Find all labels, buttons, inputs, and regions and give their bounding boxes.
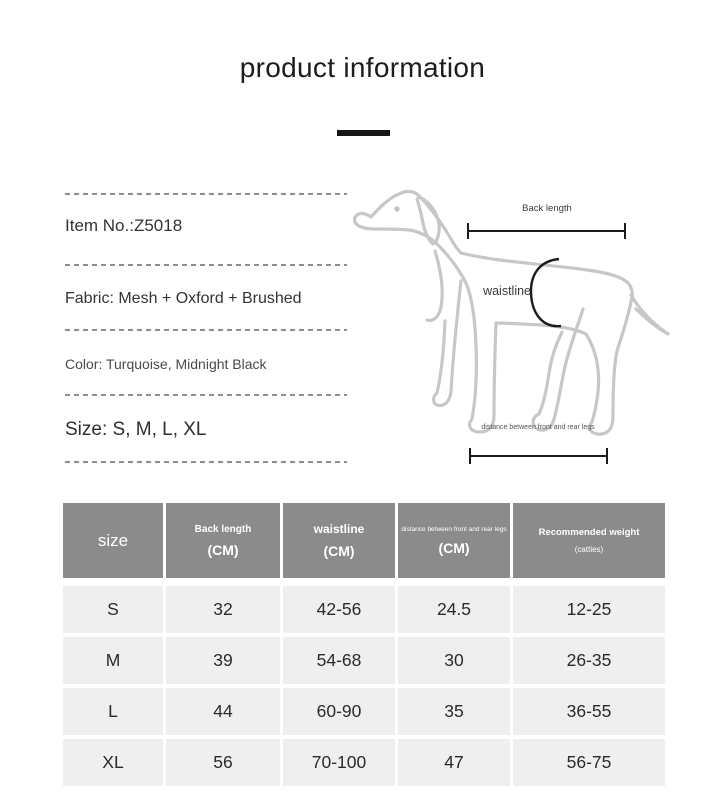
waistline-label: waistline	[483, 284, 531, 298]
col-header-unit: (catties)	[574, 545, 604, 554]
size-table-body	[63, 586, 665, 786]
dashed-separator	[65, 264, 347, 266]
col-header-label: waistline	[313, 522, 365, 536]
size-text: Size: S, M, L, XL	[65, 419, 207, 440]
cell-waist: 42-56	[283, 586, 395, 633]
col-header-label: size	[97, 530, 129, 550]
table-row	[63, 586, 665, 633]
dashed-separator	[65, 461, 347, 463]
cell-distance: 47	[398, 739, 510, 786]
cell-size: L	[63, 688, 163, 735]
cell-weight: 12-25	[513, 586, 665, 633]
distance-label: distance between front and rear legs	[481, 424, 595, 431]
cell-waist: 54-68	[283, 637, 395, 684]
cell-back: 44	[166, 688, 280, 735]
col-header-back-length	[166, 503, 280, 578]
cell-distance: 30	[398, 637, 510, 684]
dog-measurement-diagram	[345, 175, 725, 475]
col-header-label: Back length	[194, 523, 252, 535]
dog-tail-path	[631, 295, 668, 334]
cell-weight: 26-35	[513, 637, 665, 684]
cell-weight: 36-55	[513, 688, 665, 735]
col-header-unit: (CM)	[438, 539, 470, 556]
dog-far-front-leg-path	[434, 281, 461, 405]
table-row	[63, 637, 665, 684]
cell-distance: 35	[398, 688, 510, 735]
col-header-label: Recommended weight	[538, 527, 640, 538]
table-row	[63, 739, 665, 786]
col-header-unit: (CM)	[323, 543, 355, 559]
cell-size: S	[63, 586, 163, 633]
cell-waist: 60-90	[283, 688, 395, 735]
waistline-ellipse-arc	[531, 259, 561, 326]
cell-back: 56	[166, 739, 280, 786]
col-header-label: distance between front and rear legs	[401, 525, 507, 533]
dashed-separator	[65, 193, 347, 195]
col-header-waistline	[283, 503, 395, 578]
cell-size: M	[63, 637, 163, 684]
dog-ear-path	[417, 197, 439, 244]
dog-body-outline	[355, 192, 668, 435]
color-text: Color: Turquoise, Midnight Black	[65, 356, 267, 372]
cell-distance: 24.5	[398, 586, 510, 633]
title-underline-bar	[337, 130, 390, 136]
dog-shoulder-line-path	[427, 251, 442, 320]
col-header-unit: (CM)	[207, 541, 239, 558]
cell-size: XL	[63, 739, 163, 786]
product-info-panel	[65, 185, 347, 463]
table-row	[63, 688, 665, 735]
col-header-distance	[398, 503, 510, 578]
cell-back: 32	[166, 586, 280, 633]
cell-weight: 56-75	[513, 739, 665, 786]
item-number-text: Item No.:Z5018	[65, 216, 183, 235]
size-table	[63, 503, 665, 786]
dog-head-body-path	[355, 192, 633, 435]
cell-waist: 70-100	[283, 739, 395, 786]
back-length-label: Back length	[522, 203, 572, 214]
col-header-size	[63, 503, 163, 578]
cell-back: 39	[166, 637, 280, 684]
dashed-separator	[65, 394, 347, 396]
dog-eye-dot	[394, 206, 399, 211]
size-table-header	[63, 503, 665, 578]
fabric-text: Fabric: Mesh + Oxford + Brushed	[65, 290, 302, 307]
dashed-separator	[65, 329, 347, 331]
page-title: product information	[239, 52, 486, 83]
col-header-recommended-weight	[513, 503, 665, 578]
